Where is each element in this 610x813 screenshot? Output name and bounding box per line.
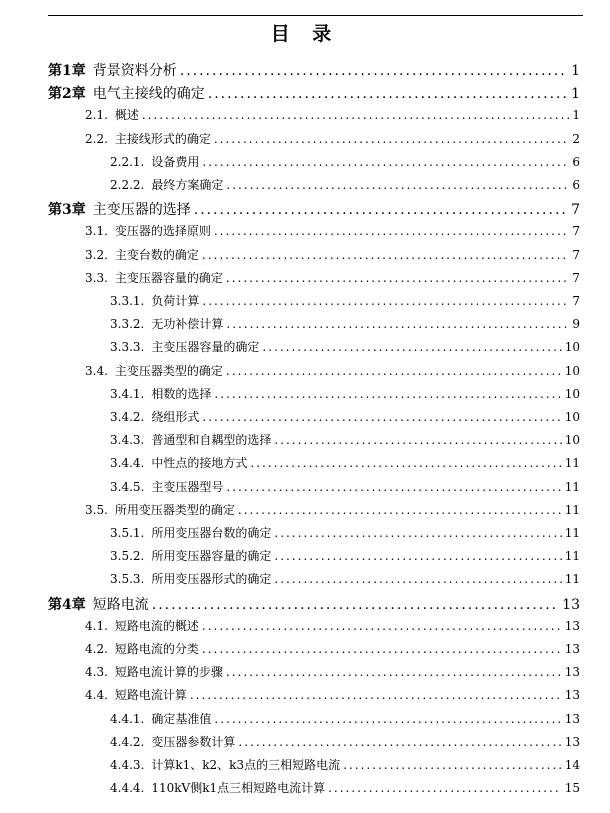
toc-entry-label <box>85 106 139 123</box>
dot-leader <box>274 526 561 540</box>
toc-entry-page: 13 <box>564 665 580 680</box>
dot-leader <box>142 108 569 122</box>
toc-entry-label <box>110 385 211 402</box>
toc-entry-page: 7 <box>572 294 580 308</box>
toc-entry-text: 相数的选择 <box>151 386 212 401</box>
toc-entry-page: 15 <box>564 781 580 796</box>
dot-leader <box>226 665 562 679</box>
toc-entry[interactable] <box>85 269 580 286</box>
toc-entry-label <box>85 269 223 286</box>
toc-entry-page: 13 <box>564 618 580 633</box>
toc-entry-text: 主接线形式的确定 <box>114 131 211 146</box>
toc-entry-label <box>85 640 199 657</box>
toc-entry-label <box>110 292 199 309</box>
toc-entry-number: 3.3.2. <box>110 317 145 332</box>
toc-entry-number: 4.4. <box>85 688 108 703</box>
toc-entry-number: 4.1. <box>85 618 108 633</box>
toc-entry-page: 2 <box>572 131 580 146</box>
dot-leader <box>274 572 561 586</box>
toc-entry-number: 2.1. <box>85 108 108 123</box>
toc-entry-number: 3.5.1. <box>110 526 145 540</box>
dot-leader <box>202 642 562 656</box>
toc-entry[interactable] <box>85 106 580 123</box>
dot-leader <box>194 202 568 218</box>
toc-entry-text: 所用变压器台数的确定 <box>151 526 272 540</box>
dot-leader <box>190 688 562 702</box>
toc-entry-number: 3.5. <box>85 502 108 517</box>
toc-entry-page: 7 <box>571 202 580 219</box>
toc-entry-label <box>85 130 211 147</box>
toc-entry-text: 主变台数的确定 <box>114 247 199 262</box>
toc-entry-text: 短路电流计算 <box>114 688 187 703</box>
dot-leader <box>226 178 569 192</box>
toc-entry-number: 4.2. <box>85 642 108 656</box>
toc-entry[interactable] <box>110 408 580 425</box>
toc-entry[interactable] <box>110 153 580 170</box>
toc-entry-page: 9 <box>572 317 580 332</box>
toc-entry-label <box>110 454 247 471</box>
toc-entry-text: 中性点的接地方式 <box>151 456 248 471</box>
toc-entry-label <box>110 756 340 773</box>
toc-entry-number: 3.4.1. <box>110 386 145 401</box>
toc-entry[interactable] <box>110 431 580 448</box>
dot-leader <box>180 63 568 79</box>
toc-entry-page: 7 <box>572 247 580 262</box>
toc-entry-text: 概述 <box>114 108 139 123</box>
toc-entry-number: 3.3. <box>85 270 108 285</box>
dot-leader <box>202 155 569 169</box>
toc-entry-page: 13 <box>562 596 580 613</box>
toc-entry-number: 第2章 <box>48 86 86 103</box>
toc-entry-label <box>110 153 199 170</box>
toc-entry-number: 第4章 <box>48 596 86 613</box>
dot-leader <box>238 735 561 749</box>
dot-leader <box>274 433 561 447</box>
dot-leader <box>214 387 561 401</box>
toc-entry-page: 11 <box>564 549 580 564</box>
toc-entry-label <box>110 570 271 587</box>
toc-entry-number: 3.5.3. <box>110 572 145 587</box>
toc-entry-label <box>48 83 205 103</box>
toc-entry[interactable] <box>110 338 580 355</box>
toc-entry[interactable] <box>85 617 580 634</box>
toc-entry-page: 1 <box>572 108 580 123</box>
toc-entry-page: 11 <box>564 572 580 587</box>
toc-entry-label <box>48 199 191 219</box>
toc-entry-page: 10 <box>564 340 580 355</box>
toc-entry-text: 所用变压器类型的确定 <box>114 502 235 517</box>
toc-entry[interactable] <box>85 663 580 680</box>
toc-entry-text: 主变压器类型的确定 <box>114 363 223 378</box>
toc-entry-text: 计算k1、k2、k3点的三相短路电流 <box>151 758 341 772</box>
toc-entry-text: 短路电流 <box>92 596 149 613</box>
toc-entry[interactable] <box>110 176 580 193</box>
toc-entry-label <box>85 686 187 703</box>
dot-leader <box>202 294 569 308</box>
toc-entry-page: 11 <box>564 456 580 471</box>
toc-title: 目 录 <box>270 23 340 45</box>
dot-leader <box>202 619 562 633</box>
toc-entry-number: 3.3.1. <box>110 294 145 308</box>
toc-entry-label <box>85 222 211 239</box>
toc-entry-text: 主变压器容量的确定 <box>114 270 223 285</box>
toc-entry-text: 变压器的选择原则 <box>114 224 211 239</box>
toc-entry-number: 第3章 <box>48 202 86 219</box>
toc-entry-number: 3.4.2. <box>110 410 145 424</box>
toc-entry-text: 主变压器容量的确定 <box>151 340 260 355</box>
toc-entry-label <box>85 617 199 634</box>
toc-entry-text: 确定基准值 <box>151 711 212 726</box>
toc-entry[interactable] <box>110 454 580 471</box>
toc-entry-text: 背景资料分析 <box>92 63 177 79</box>
dot-leader <box>226 271 569 285</box>
toc-entry[interactable] <box>48 594 580 614</box>
toc-entry-label <box>110 710 211 727</box>
toc-entry-text: 电气主接线的确定 <box>92 86 205 103</box>
toc-entry-number: 4.4.1. <box>110 711 145 726</box>
toc-entry-label <box>85 246 199 263</box>
toc-entry-page: 1 <box>571 63 580 79</box>
toc-entry-label <box>110 478 223 495</box>
toc-entry-page: 11 <box>564 526 580 540</box>
toc-entry-number: 3.4.5. <box>110 479 145 494</box>
toc-entry-label <box>110 315 223 332</box>
toc-entry-text: 最终方案确定 <box>151 178 224 192</box>
toc-entry[interactable] <box>110 733 580 750</box>
toc-entry-label <box>85 663 223 680</box>
toc-entry-page: 7 <box>572 270 580 285</box>
toc-entry-page: 11 <box>564 479 580 494</box>
toc-entry-number: 第1章 <box>48 63 86 79</box>
toc-entry-text: 所用变压器容量的确定 <box>151 549 272 564</box>
toc-entry[interactable] <box>110 547 580 564</box>
toc-entry[interactable] <box>110 385 580 402</box>
toc-entry-page: 13 <box>564 642 580 656</box>
toc-entry-text: 所用变压器形式的确定 <box>151 572 272 587</box>
toc-entry-page: 11 <box>564 502 580 517</box>
toc-entry-page: 7 <box>572 224 580 239</box>
dot-leader <box>343 758 562 772</box>
toc-entry[interactable] <box>85 222 580 239</box>
dot-leader <box>226 317 569 331</box>
toc-entry-number: 4.4.3. <box>110 758 145 772</box>
toc-entry-page: 14 <box>564 758 580 772</box>
toc-entry-label <box>85 501 235 518</box>
toc-entry[interactable] <box>110 292 580 309</box>
toc-entry-text: 无功补偿计算 <box>151 317 224 332</box>
toc-entry-label <box>110 176 223 193</box>
toc-entry[interactable] <box>110 756 580 773</box>
dot-leader <box>274 549 561 563</box>
dot-leader <box>202 248 569 262</box>
toc-entry-number: 3.5.2. <box>110 549 145 564</box>
toc-entry[interactable] <box>85 362 580 379</box>
toc-entry-number: 4.3. <box>85 665 108 680</box>
toc-entry-label <box>110 547 271 564</box>
toc-entry-label <box>110 431 271 448</box>
toc-entry[interactable] <box>110 710 580 727</box>
dot-leader <box>328 781 562 795</box>
toc-entry-page: 10 <box>564 386 580 401</box>
dot-leader <box>226 364 562 378</box>
toc-entry-text: 短路电流的分类 <box>114 642 199 656</box>
toc-entry-text: 短路电流的概述 <box>114 618 199 633</box>
toc-entry-label <box>48 60 177 80</box>
toc-entry-label <box>48 594 149 614</box>
dot-leader <box>262 340 561 354</box>
toc-entry-text: 变压器参数计算 <box>151 734 236 749</box>
toc-entry-label <box>110 779 325 796</box>
toc-entry-page: 13 <box>564 711 580 726</box>
toc-entry-text: 110kV侧k1点三相短路电流计算 <box>151 781 326 796</box>
dot-leader <box>238 503 562 517</box>
toc-entry[interactable] <box>48 60 580 80</box>
toc-entry-label <box>110 524 271 541</box>
toc-entry-number: 2.2.2. <box>110 178 145 192</box>
toc-entry-page: 6 <box>572 178 580 192</box>
toc-entry-page: 10 <box>564 363 580 378</box>
toc-entry-page: 10 <box>564 433 580 448</box>
toc-entry[interactable] <box>48 199 580 219</box>
toc-entry-number: 4.4.4. <box>110 781 145 796</box>
toc-entry[interactable] <box>85 686 580 703</box>
toc-entry[interactable] <box>110 779 580 796</box>
header-rule <box>48 15 583 16</box>
dot-leader <box>250 456 561 470</box>
toc-entry-page: 13 <box>564 688 580 703</box>
dot-leader <box>202 410 561 424</box>
toc-entry-number: 3.3.3. <box>110 340 145 355</box>
dot-leader <box>214 224 569 238</box>
toc-entry-number: 3.1. <box>85 224 108 239</box>
toc-entry[interactable] <box>110 570 580 587</box>
toc-entry-number: 4.4.2. <box>110 734 145 749</box>
toc-entry[interactable] <box>110 315 580 332</box>
toc-entry-page: 10 <box>564 410 580 424</box>
toc-entry-page: 13 <box>564 734 580 749</box>
toc-entry-text: 主变压器型号 <box>151 479 224 494</box>
toc-entry-text: 短路电流计算的步骤 <box>114 665 223 680</box>
toc-entry-label <box>110 408 199 425</box>
toc-entry-text: 普通型和自耦型的选择 <box>151 433 272 448</box>
dot-leader <box>226 480 561 494</box>
toc-entry-page: 6 <box>572 154 580 169</box>
toc-entry[interactable] <box>85 640 580 657</box>
toc-entry-text: 绕组形式 <box>151 410 200 424</box>
dot-leader <box>152 597 559 613</box>
toc-entry[interactable] <box>48 83 580 103</box>
toc-entry[interactable] <box>85 501 580 518</box>
toc-entry-page: 1 <box>571 86 580 103</box>
toc-entry[interactable] <box>85 130 580 147</box>
toc-entry-text: 负荷计算 <box>151 294 200 308</box>
toc-entry[interactable] <box>110 478 580 495</box>
toc-entry-label <box>110 338 259 355</box>
toc-entry-number: 3.4. <box>85 363 108 378</box>
toc-entry-text: 主变压器的选择 <box>92 202 191 219</box>
dot-leader <box>214 132 569 146</box>
toc-entry-label <box>85 362 223 379</box>
dot-leader <box>208 86 568 102</box>
toc-entry-number: 3.4.3. <box>110 433 145 448</box>
toc-entry-number: 2.2. <box>85 131 108 146</box>
toc-entry-number: 2.2.1. <box>110 154 145 169</box>
toc-entry[interactable] <box>85 246 580 263</box>
toc-entry[interactable] <box>110 524 580 541</box>
toc-entry-number: 3.2. <box>85 247 108 262</box>
toc-entry-text: 设备费用 <box>151 154 200 169</box>
toc-entry-number: 3.4.4. <box>110 456 145 471</box>
dot-leader <box>214 712 561 726</box>
toc-entry-label <box>110 733 235 750</box>
